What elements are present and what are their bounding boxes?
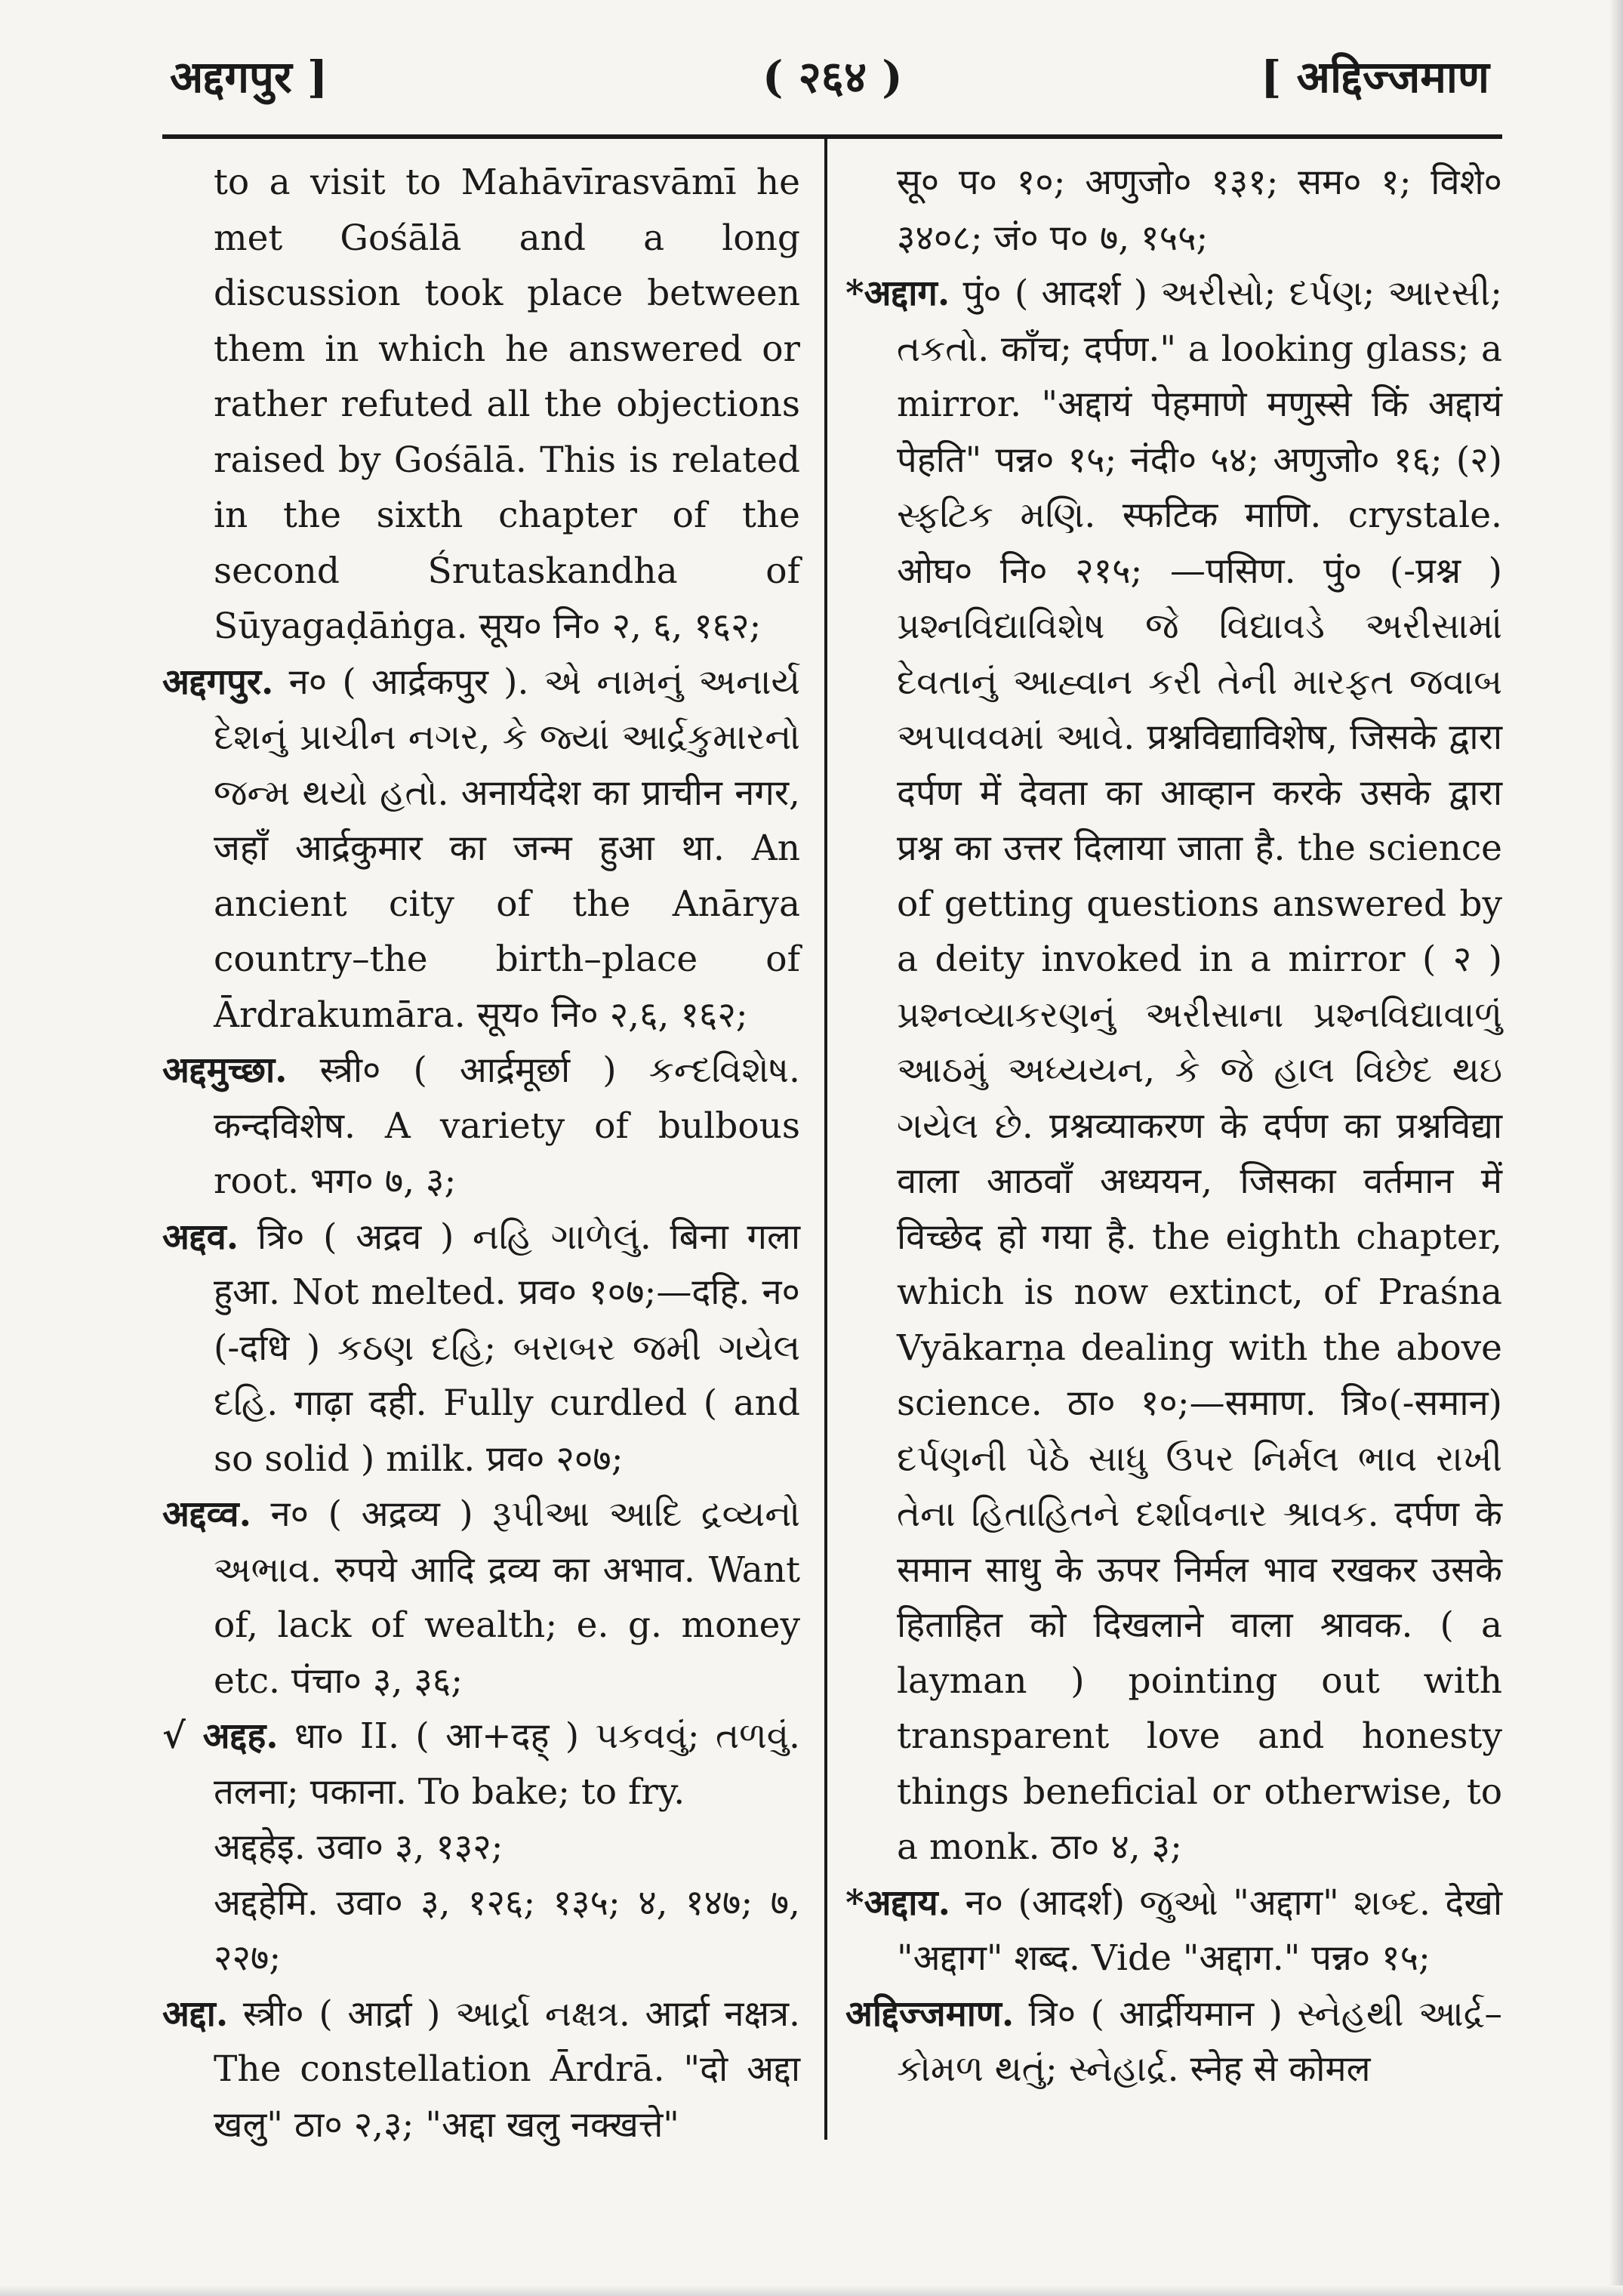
page-header: [0, 36, 1623, 104]
entry-text: त्रि० ( अद्रव ) નહિ ગાળેલું. बिना गला हुआ. Not melted. प्रव० १०७;—दहि. न० (-दधि ) કઠણ દહિ; બરાબર જમી ગયેલ દહિ. गाढ़ा दही. Fully curdled ( and so solid ) milk. प्रव० २०७;: [214, 1216, 800, 1480]
header-rule: [162, 134, 1502, 139]
left-column: [162, 155, 800, 2153]
dictionary-entry: [162, 1210, 800, 1487]
headword: *अद्दाय.: [845, 1881, 951, 1924]
headword: अद्दव्व.: [162, 1493, 251, 1535]
entry-text: सू० प० १०; अणुजो० १३१; सम० १; विशे० ३४०८; जं० प० ७, १५५;: [897, 162, 1502, 259]
dictionary-entry: [845, 1875, 1502, 1986]
entry-text: न० ( आर्द्रकपुर ). એ નામનું અનાર્ય દેશનું પ્રાચીન નગર, કે જ્યાં આર્દ્રકુમારનો જન્મ થયો હતો. अनार्यदेश का प्राचीन नगर, जहाँ आर्द्रकुमार का जन्म हुआ था. An ancient city of the Anārya country–the birth–place of Ārdrakumāra. सूय० नि० २,६, १६२;: [214, 661, 800, 1036]
dictionary-entry: [845, 266, 1502, 1875]
dictionary-entry: [162, 1043, 800, 1210]
sub-entry: [162, 1875, 800, 1986]
entry-text: धा० II. ( आ+दह् ) પકવવું; તળવું. तलना; पकाना. To bake; to fry.: [214, 1715, 801, 1813]
entry-text: अद्दहेइ. उवा० ३, १३२;: [214, 1826, 504, 1868]
entry-text: स्त्री० ( आर्द्रा ) આર્દ્રા નક્ષત્ર. आर्द्रा नक्षत्र. The constellation Ārdrā. "दो अद्दा खलु" ठा० २,३; "अद्दा खलु नक्खत्ते": [214, 1992, 800, 2146]
dictionary-entry: [162, 1709, 800, 1820]
scan-edge-shadow: [1609, 0, 1623, 2296]
headword: अद्दमुच्छा.: [162, 1049, 288, 1091]
headword: अद्दव.: [162, 1216, 239, 1258]
header-right-guideword: [ अद्दिज्जमाण: [1261, 51, 1489, 103]
entry-text: न० ( अद्रव्य ) રૂપીઆ આદિ દ્રવ્યનો અભાવ. रुपये आदि द्रव्य का अभाव. Want of, lack of wealth; e. g. money etc. पंचा० ३, ३६;: [214, 1493, 800, 1702]
dictionary-entry: [162, 655, 800, 1043]
dictionary-entry: [845, 1986, 1502, 2097]
sub-entry: [162, 1820, 800, 1875]
entry-continuation: [162, 155, 800, 655]
column-divider: [824, 139, 827, 2140]
dictionary-entry: [162, 1986, 800, 2153]
entry-text: to a visit to Mahāvīrasvāmī he met Gośālā and a long discussion took place between them in which he answered or rather refuted all the objections raised by Gośālā. This is related in the sixth chapter of the second Śrutaskandha of Sūyagaḍāṅga. सूय० नि० २, ६, १६२;: [214, 162, 800, 647]
header-left-guideword: अद्दगपुर ]: [170, 51, 328, 103]
headword: अद्दगपुर.: [162, 661, 274, 703]
entry-text: न० (आदर्श) જુઓ "अद्दाग" શબ્દ. देखो "अद्दाग" शब्द. Vide "अद्दाग." पन्न० १५;: [897, 1881, 1502, 1979]
headword: अद्दा.: [162, 1992, 229, 2035]
page-number: ( २६४ ): [762, 51, 903, 103]
headword: √ अद्दह.: [162, 1715, 279, 1757]
entry-text: त्रि० ( आर्द्रीयमान ) સ્નેહથી આર્દ્ર–કોમળ થતું; સ્નેહાર્દ્ર. स्नेह से कोमल: [897, 1992, 1502, 2090]
headword: *अद्दाग.: [845, 273, 950, 314]
entry-text: स्त्री० ( आर्द्रमूर्छा ) કન્દવિશેષ. कन्दविशेष. A variety of bulbous root. भग० ७, ३;: [214, 1049, 800, 1202]
entry-continuation: [845, 155, 1502, 266]
entry-text: अद्दहेमि. उवा० ३, १२६; १३५; ४, १४७; ७, २२७;: [214, 1881, 800, 1979]
entry-text: पुं० ( आदर्श ) અરીસો; દર્પણ; આરસી; તકતો. काँच; दर्पण." a looking glass; a mirror. "अद्दायं पेहमाणे मणुस्से किं अद्दायं पेहति" पन्न० १५; नंदी० ५४; अणुजो० १६; (२) સ્ફટિક મણિ. स्फटिक माणि. crystale. ओघ० नि० २१५; —पसिण. पुं० (-प्रश्न ) પ્રશ્નવિદ્યાવિશેષ જે વિદ્યાવડે અરીસામાં દેવતાનું આહ્વાન કરી તેની મારફત જવાબ અપાવવમાં આવે. प्रश्नविद्याविशेष, जिसके द्वारा दर्पण में देवता का आव्हान करके उसके द्वारा प्रश्न का उत्तर दिलाया जाता है. the science of getting questions answered by a deity invoked in a mirror ( २ ) પ્રશ્નવ્યાકરણનું અરીસાના પ્રશ્નવિદ્યાવાળું આઠમું અધ્યયન, કે જે હાલ વિછેદ થઇ ગયેલ છે. प्रश्नव्याकरण के दर्पण का प्रश्नविद्या वाला आठवाँ अध्ययन, जिसका वर्तमान में विच्छेद हो गया है. the eighth chapter, which is now extinct, of Praśna Vyākarṇa dealing with the above science. ठा० १०;—समाण. त्रि०(-समान) દર્પણની પેઠે સાધુ ઉપર નિર્મલ ભાવ રાખી તેના હિતાહિતને દર્શાવનાર શ્રાવક. दर्पण के समान साधु के ऊपर निर्मल भाव रखकर उसके हिताहित को दिखलाने वाला श्रावक. ( a layman ) pointing out with transparent love and honesty things beneficial or otherwise, to a monk. ठा० ४, ३;: [897, 273, 1502, 1868]
dictionary-entry: [162, 1487, 800, 1709]
scan-bottom-shadow: [0, 2285, 1623, 2296]
headword: अद्दिज्जमाण.: [845, 1992, 1015, 2035]
right-column: [845, 155, 1502, 2097]
